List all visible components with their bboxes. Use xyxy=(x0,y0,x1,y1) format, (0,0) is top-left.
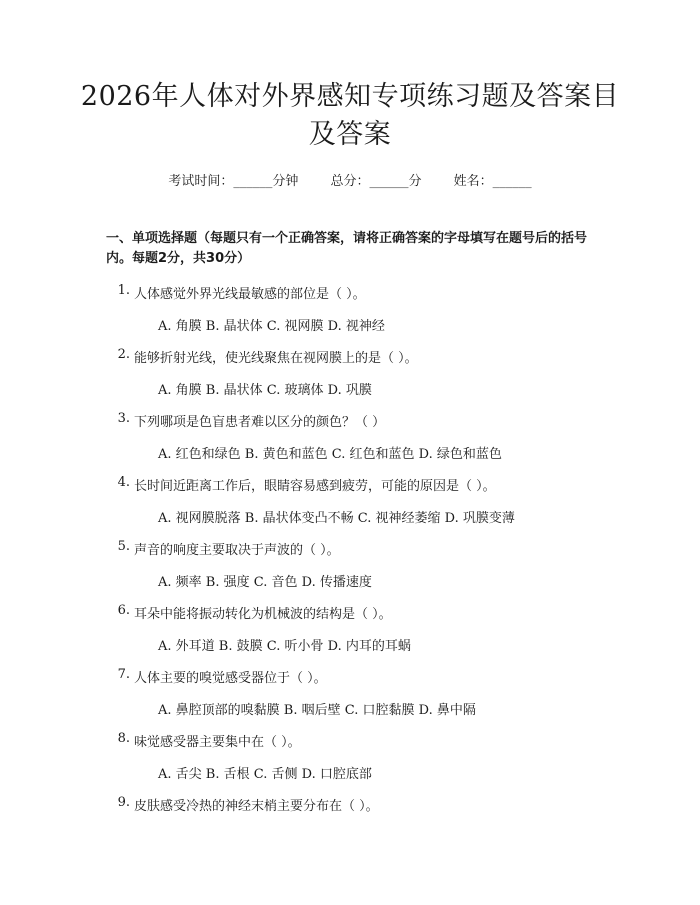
question-number: 8. xyxy=(117,731,130,746)
question-number: 6. xyxy=(117,603,130,618)
question-text: 人体主要的嗅觉感受器位于（ ）。 xyxy=(134,671,327,686)
question-text: 皮肤感受冷热的神经末梢主要分布在（ ）。 xyxy=(134,799,379,814)
question-options: A. 红色和绿色 B. 黄色和蓝色 C. 红色和蓝色 D. 绿色和蓝色 xyxy=(158,447,502,462)
student-name: 姓名：______ xyxy=(453,174,532,189)
question-number: 2. xyxy=(117,347,130,362)
title-line-2: 及答案 xyxy=(308,119,392,150)
question-number: 1. xyxy=(117,283,130,298)
title-line-1: 2026年人体对外界感知专项练习题及答案目 xyxy=(80,81,620,112)
question-options: A. 频率 B. 强度 C. 音色 D. 传播速度 xyxy=(158,575,372,590)
question-text: 下列哪项是色盲患者难以区分的颜色？（ ） xyxy=(134,415,386,430)
exam-time: 考试时间：______分钟 xyxy=(168,174,299,189)
document-title xyxy=(60,78,640,154)
question-number: 3. xyxy=(117,411,130,426)
question-options: A. 舌尖 B. 舌根 C. 舌侧 D. 口腔底部 xyxy=(158,767,372,782)
question-options: A. 角膜 B. 晶状体 C. 玻璃体 D. 巩膜 xyxy=(158,383,372,398)
question-number: 7. xyxy=(117,667,130,682)
question-text: 人体感觉外界光线最敏感的部位是（ ）。 xyxy=(134,287,366,302)
question-text: 耳朵中能将振动转化为机械波的结构是（ ）。 xyxy=(134,607,392,622)
question-text: 味觉感受器主要集中在（ ）。 xyxy=(134,735,301,750)
question-options: A. 外耳道 B. 鼓膜 C. 听小骨 D. 内耳的耳蜗 xyxy=(158,639,411,654)
question-text: 长时间近距离工作后，眼睛容易感到疲劳，可能的原因是（ ）。 xyxy=(134,479,496,494)
question-number: 9. xyxy=(117,795,130,810)
question-text: 能够折射光线，使光线聚焦在视网膜上的是（ ）。 xyxy=(134,351,418,366)
question-options: A. 角膜 B. 晶状体 C. 视网膜 D. 视神经 xyxy=(158,319,385,334)
question-number: 5. xyxy=(117,539,130,554)
exam-meta xyxy=(0,170,700,189)
question-text: 声音的响度主要取决于声波的（ ）。 xyxy=(134,543,340,558)
total-score: 总分：______分 xyxy=(330,174,422,189)
question-options: A. 视网膜脱落 B. 晶状体变凸不畅 C. 视神经萎缩 D. 巩膜变薄 xyxy=(158,511,515,526)
section-heading: 一、单项选择题（每题只有一个正确答案，请将正确答案的字母填写在题号后的括号内。每题2分，共30分） xyxy=(106,231,588,266)
question-options: A. 鼻腔顶部的嗅黏膜 B. 咽后壁 C. 口腔黏膜 D. 鼻中隔 xyxy=(158,703,476,718)
question-number: 4. xyxy=(117,475,130,490)
